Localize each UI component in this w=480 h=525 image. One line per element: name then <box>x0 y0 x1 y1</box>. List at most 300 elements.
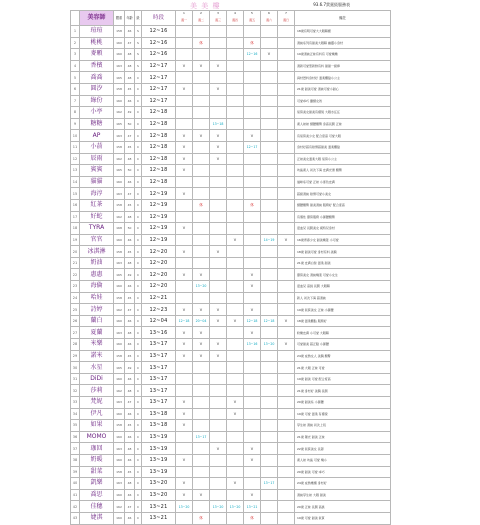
day-cell-4 <box>227 373 244 385</box>
day-cell-2 <box>193 176 210 188</box>
stylist-name: 官官 <box>80 234 114 246</box>
shift-hours: 12~17 <box>142 95 176 107</box>
day-cell-3 <box>210 188 227 200</box>
day-cell-5: 休 <box>244 199 261 211</box>
day-cell-6 <box>261 118 278 130</box>
day-cell-2 <box>193 211 210 223</box>
row-col-b: 48 <box>125 211 135 223</box>
day-cell-4 <box>227 304 244 316</box>
row-col-c: C <box>135 501 142 513</box>
row-remark: 可愛甜美 超正點 小蠻腰 <box>295 339 391 351</box>
day-cell-1 <box>176 49 193 61</box>
shift-hours: 13~17 <box>142 385 176 397</box>
stylist-name: 詩婷 <box>80 304 114 316</box>
day-cell-2: V <box>193 350 210 362</box>
row-col-a: 160 <box>114 512 125 524</box>
header-day-7: 7 週日 <box>278 11 295 26</box>
day-cell-1: 13~20 <box>176 501 193 513</box>
row-col-c: C <box>135 420 142 432</box>
row-col-b: 46 <box>125 26 135 38</box>
row-col-c: C <box>135 83 142 95</box>
row-col-c: C <box>135 466 142 478</box>
day-cell-6 <box>261 362 278 374</box>
day-cell-1 <box>176 257 193 269</box>
shift-hours: 12~18 <box>142 165 176 177</box>
day-cell-2 <box>193 153 210 165</box>
day-cell-2: 休 <box>193 37 210 49</box>
row-col-c: C <box>135 176 142 188</box>
row-col-a: 160 <box>114 281 125 293</box>
day-cell-4 <box>227 188 244 200</box>
row-col-c: C <box>135 118 142 130</box>
row-remark: 粉嫩皮膚 小可愛 大眼睛 <box>295 327 391 339</box>
day-cell-3 <box>210 72 227 84</box>
stylist-name: 海淳 <box>80 188 114 200</box>
row-index: 10 <box>71 130 80 142</box>
day-cell-7 <box>278 107 295 119</box>
day-cell-6 <box>261 408 278 420</box>
day-cell-6: V <box>261 49 278 61</box>
day-cell-3 <box>210 165 227 177</box>
day-cell-6 <box>261 292 278 304</box>
row-col-c: C <box>135 350 142 362</box>
header-c4: 級 <box>135 11 142 26</box>
row-col-b: 50 <box>125 223 135 235</box>
day-cell-2 <box>193 72 210 84</box>
day-cell-7 <box>278 385 295 397</box>
day-cell-5 <box>244 223 261 235</box>
day-cell-7 <box>278 49 295 61</box>
row-col-a: 160 <box>114 49 125 61</box>
day-cell-7 <box>278 60 295 72</box>
day-cell-5 <box>244 246 261 258</box>
day-cell-1: V <box>176 420 193 432</box>
row-index: 38 <box>71 454 80 466</box>
day-cell-6 <box>261 489 278 501</box>
day-cell-3: V <box>210 246 227 258</box>
row-col-c: C <box>135 188 142 200</box>
day-cell-4 <box>227 95 244 107</box>
row-remark: 19歲 甜美 可愛 配合度高 <box>295 373 391 385</box>
row-index: 23 <box>71 281 80 293</box>
shift-hours: 12~18 <box>142 141 176 153</box>
row-col-b: 48 <box>125 478 135 490</box>
shift-hours: 13~19 <box>142 431 176 443</box>
shift-hours: 12~23 <box>142 304 176 316</box>
row-col-b: 46 <box>125 373 135 385</box>
row-col-a: 158 <box>114 141 125 153</box>
header-duration: 時段 <box>142 11 176 26</box>
day-cell-1 <box>176 431 193 443</box>
shift-hours: 12~20 <box>142 281 176 293</box>
day-cell-5: 12~17 <box>244 141 261 153</box>
row-index: 24 <box>71 292 80 304</box>
day-cell-3 <box>210 292 227 304</box>
day-cell-2 <box>193 246 210 258</box>
row-remark: 19歲 可愛 溫柔 有禮貌 <box>295 408 391 420</box>
table-row <box>71 454 391 466</box>
row-remark: 素人妹 幼齒 可愛 嬌小 <box>295 454 391 466</box>
row-col-b: 46 <box>125 454 135 466</box>
day-cell-5 <box>244 408 261 420</box>
table-row <box>71 153 391 165</box>
row-col-a: 165 <box>114 118 125 130</box>
day-cell-2 <box>193 234 210 246</box>
stylist-name: 小亭 <box>80 107 114 119</box>
day-cell-6 <box>261 454 278 466</box>
day-cell-4 <box>227 37 244 49</box>
row-remark: 16歲青春少女 甜美嬌羞 小可愛 <box>295 234 391 246</box>
row-col-b: 48 <box>125 49 135 61</box>
day-cell-7 <box>278 211 295 223</box>
stylist-name: 海倫 <box>80 281 114 293</box>
day-cell-1 <box>176 234 193 246</box>
table-row <box>71 49 391 61</box>
shift-hours: 12~19 <box>142 234 176 246</box>
shift-hours: 12~19 <box>142 223 176 235</box>
stylist-name: 香檳 <box>80 60 114 72</box>
row-remark: 18歲有明可愛大大眼睛細 <box>295 26 391 38</box>
header-day-6: 6 週六 <box>261 11 278 26</box>
table-row <box>71 95 391 107</box>
row-index: 15 <box>71 188 80 200</box>
row-index: 25 <box>71 304 80 316</box>
header-name: 美容師 <box>80 11 114 26</box>
day-cell-7 <box>278 83 295 95</box>
day-cell-4: 13~20 <box>227 501 244 513</box>
row-remark: 19歲 氣質美女 正妹 小蠻腰 <box>295 304 391 316</box>
day-cell-7 <box>278 141 295 153</box>
header-c3: 年齡 <box>125 11 135 26</box>
shift-hours: 12~18 <box>142 176 176 188</box>
stylist-name: 小葥 <box>80 141 114 153</box>
stylist-name: 好蛇 <box>80 211 114 223</box>
shift-hours: 13~21 <box>142 501 176 513</box>
day-cell-2 <box>193 443 210 455</box>
day-cell-3 <box>210 420 227 432</box>
table-row <box>71 176 391 188</box>
day-cell-7 <box>278 188 295 200</box>
row-col-c: C <box>135 443 142 455</box>
day-cell-1: V <box>176 397 193 409</box>
day-cell-2: V <box>193 304 210 316</box>
row-col-b: 49 <box>125 107 135 119</box>
row-col-b: 46 <box>125 408 135 420</box>
day-cell-6 <box>261 60 278 72</box>
day-cell-6 <box>261 153 278 165</box>
table-row <box>71 211 391 223</box>
day-cell-3 <box>210 362 227 374</box>
row-col-b: 47 <box>125 37 135 49</box>
row-col-c: C <box>135 431 142 443</box>
day-cell-5 <box>244 72 261 84</box>
day-cell-2: V <box>193 269 210 281</box>
shift-hours: 13~20 <box>142 489 176 501</box>
shift-hours: 12~19 <box>142 188 176 200</box>
day-cell-2 <box>193 362 210 374</box>
day-cell-1: V <box>176 304 193 316</box>
row-index: 14 <box>71 176 80 188</box>
day-cell-1 <box>176 292 193 304</box>
table-row <box>71 397 391 409</box>
row-remark: 清新可愛型新鮮有料 甜甜一級棒 <box>295 60 391 72</box>
day-cell-5: V <box>244 489 261 501</box>
day-cell-3 <box>210 408 227 420</box>
day-cell-5: 13~21 <box>244 501 261 513</box>
row-index: 2 <box>71 37 80 49</box>
row-remark: 超級清純 熱情可愛小美女 <box>295 188 391 200</box>
shift-hours: 12~20 <box>142 246 176 258</box>
day-cell-7 <box>278 489 295 501</box>
day-cell-6 <box>261 37 278 49</box>
day-cell-7 <box>278 199 295 211</box>
row-index: 39 <box>71 466 80 478</box>
day-cell-4 <box>227 281 244 293</box>
row-col-c: C <box>135 223 142 235</box>
day-cell-7 <box>278 118 295 130</box>
row-col-a: 160 <box>114 373 125 385</box>
day-cell-7 <box>278 431 295 443</box>
schedule-table <box>70 10 391 525</box>
row-col-a: 160 <box>114 95 125 107</box>
row-remark: 20歲 甜美 可愛 乖巧 <box>295 466 391 478</box>
day-cell-6: 13~20 <box>261 339 278 351</box>
table-row <box>71 37 391 49</box>
row-col-a: 165 <box>114 165 125 177</box>
row-col-b: 46 <box>125 234 135 246</box>
day-cell-1: V <box>176 327 193 339</box>
day-cell-5 <box>244 165 261 177</box>
stylist-name: 糖糖 <box>80 118 114 130</box>
shift-hours: 12~18 <box>142 107 176 119</box>
day-cell-3 <box>210 269 227 281</box>
shift-hours: 12~20 <box>142 257 176 269</box>
day-cell-5 <box>244 466 261 478</box>
day-cell-6 <box>261 327 278 339</box>
shift-hours: 12~16 <box>142 37 176 49</box>
row-index: 32 <box>71 385 80 397</box>
day-cell-5 <box>244 107 261 119</box>
day-cell-2 <box>193 26 210 38</box>
row-col-a: 158 <box>114 292 125 304</box>
day-cell-2 <box>193 95 210 107</box>
day-cell-6: 13~17 <box>261 478 278 490</box>
row-col-a: 163 <box>114 443 125 455</box>
row-remark: 可愛乖巧 纖細女孩 <box>295 95 391 107</box>
shift-hours: 13~16 <box>142 327 176 339</box>
day-cell-2 <box>193 385 210 397</box>
table-row <box>71 350 391 362</box>
day-cell-2 <box>193 373 210 385</box>
day-cell-7 <box>278 223 295 235</box>
day-cell-4 <box>227 211 244 223</box>
day-cell-2 <box>193 478 210 490</box>
row-col-a: 163 <box>114 257 125 269</box>
row-col-c: C <box>135 211 142 223</box>
row-remark: 有個性 優質服務 小蠻腰翹臀 <box>295 211 391 223</box>
day-cell-3 <box>210 397 227 409</box>
day-cell-4 <box>227 339 244 351</box>
day-cell-2 <box>193 408 210 420</box>
day-cell-3 <box>210 234 227 246</box>
day-cell-5: 休 <box>244 37 261 49</box>
stylist-name: 哈娃 <box>80 292 114 304</box>
day-cell-3 <box>210 431 227 443</box>
row-remark: 19歲清純正妹有料有 可愛嬌嫩 <box>295 49 391 61</box>
table-row <box>71 188 391 200</box>
day-cell-3 <box>210 327 227 339</box>
row-index: 34 <box>71 408 80 420</box>
day-cell-7: V <box>278 234 295 246</box>
stylist-name: AP <box>80 130 114 142</box>
day-cell-1 <box>176 107 193 119</box>
row-col-b: 46 <box>125 512 135 524</box>
shift-hours: 13~17 <box>142 397 176 409</box>
day-cell-4 <box>227 431 244 443</box>
row-col-c: C <box>135 512 142 524</box>
row-col-b: 47 <box>125 188 135 200</box>
day-cell-4: V <box>227 478 244 490</box>
day-cell-2 <box>193 292 210 304</box>
row-col-c: C <box>135 327 142 339</box>
shift-hours: 13~17 <box>142 362 176 374</box>
day-cell-3 <box>210 223 227 235</box>
row-remark: 新人 初次下海 超清純 <box>295 292 391 304</box>
day-cell-3 <box>210 466 227 478</box>
day-cell-3 <box>210 211 227 223</box>
day-cell-3: V <box>210 443 227 455</box>
day-cell-2 <box>193 188 210 200</box>
row-remark: 身材好超有熱情超甜美 溫柔體貼 <box>295 141 391 153</box>
day-cell-6 <box>261 246 278 258</box>
header-idx <box>71 11 80 26</box>
day-cell-7 <box>278 420 295 432</box>
row-col-c: C <box>135 408 142 420</box>
day-cell-5: 13~16 <box>244 339 261 351</box>
date-note: 93.6.7貴賓級服務表 <box>313 2 350 7</box>
day-cell-5 <box>244 431 261 443</box>
row-col-a: 162 <box>114 153 125 165</box>
stylist-name: 賓賓 <box>80 165 114 177</box>
stylist-name: 甜菜 <box>80 466 114 478</box>
day-cell-3: V <box>210 60 227 72</box>
stylist-name: 辰雨 <box>80 153 114 165</box>
table-row <box>71 489 391 501</box>
sheet-title: 美 美 樓 <box>190 2 221 10</box>
day-cell-2 <box>193 118 210 130</box>
row-remark: 24歲 成熟女人 美胸 翹臀 <box>295 350 391 362</box>
day-cell-6 <box>261 466 278 478</box>
row-col-a: 162 <box>114 304 125 316</box>
day-cell-7 <box>278 72 295 84</box>
shift-hours: 13~18 <box>142 408 176 420</box>
day-cell-3 <box>210 199 227 211</box>
day-cell-7 <box>278 292 295 304</box>
row-col-c: C <box>135 292 142 304</box>
row-col-a: 165 <box>114 269 125 281</box>
day-cell-7 <box>278 350 295 362</box>
day-cell-6 <box>261 431 278 443</box>
day-cell-1 <box>176 443 193 455</box>
day-cell-3 <box>210 373 227 385</box>
day-cell-1: V <box>176 246 193 258</box>
day-cell-5 <box>244 211 261 223</box>
day-cell-6 <box>261 130 278 142</box>
row-col-a: 158 <box>114 466 125 478</box>
row-col-a: 158 <box>114 420 125 432</box>
row-col-b: 45 <box>125 350 135 362</box>
day-cell-7 <box>278 153 295 165</box>
stylist-name: 喬喬 <box>80 72 114 84</box>
stylist-name: 水星 <box>80 362 114 374</box>
row-col-a: 168 <box>114 223 125 235</box>
table-row <box>71 466 391 478</box>
stylist-name: 婕淇 <box>80 512 114 524</box>
table-row <box>71 315 391 327</box>
day-cell-6 <box>261 141 278 153</box>
row-index: 17 <box>71 211 80 223</box>
day-cell-4 <box>227 141 244 153</box>
header-day-3: 3 週三 <box>210 11 227 26</box>
row-col-b: 49 <box>125 269 135 281</box>
row-col-b: 47 <box>125 501 135 513</box>
row-index: 18 <box>71 223 80 235</box>
row-index: 22 <box>71 269 80 281</box>
stylist-name: 莎莉 <box>80 385 114 397</box>
row-col-c: C <box>135 234 142 246</box>
day-cell-7 <box>278 501 295 513</box>
day-cell-2: 休 <box>193 199 210 211</box>
day-cell-4: V <box>227 408 244 420</box>
row-col-c: C <box>135 141 142 153</box>
row-remark: 素人妹妹 細腰翹臀 身高長腿 正妹 <box>295 118 391 130</box>
row-remark: 優質美女 清純嬌羞 可愛小女生 <box>295 269 391 281</box>
row-col-b: 50 <box>125 165 135 177</box>
day-cell-1: V <box>176 130 193 142</box>
day-cell-6 <box>261 211 278 223</box>
row-col-a: 163 <box>114 60 125 72</box>
row-col-b: 48 <box>125 443 135 455</box>
row-col-a: 162 <box>114 385 125 397</box>
day-cell-5: V <box>244 443 261 455</box>
shift-hours: 13~19 <box>142 454 176 466</box>
row-col-a: 163 <box>114 327 125 339</box>
stylist-name: 如果 <box>80 420 114 432</box>
row-col-c: C <box>135 362 142 374</box>
day-cell-3: V <box>210 350 227 362</box>
row-col-c: C <box>135 107 142 119</box>
table-row <box>71 304 391 316</box>
row-index: 6 <box>71 83 80 95</box>
day-cell-5 <box>244 176 261 188</box>
shift-hours: 12~20 <box>142 269 176 281</box>
day-cell-6 <box>261 188 278 200</box>
day-cell-4 <box>227 49 244 61</box>
day-cell-6 <box>261 501 278 513</box>
table-row <box>71 223 391 235</box>
day-cell-4 <box>227 223 244 235</box>
day-cell-4 <box>227 107 244 119</box>
row-col-b: 48 <box>125 385 135 397</box>
day-cell-3: V <box>210 153 227 165</box>
day-cell-1 <box>176 362 193 374</box>
day-cell-2 <box>193 501 210 513</box>
day-cell-5 <box>244 234 261 246</box>
row-col-c: C <box>135 153 142 165</box>
row-remark: 清純系列有甜美大眼睛 幽靈小身材 <box>295 37 391 49</box>
day-cell-5: V <box>244 454 261 466</box>
day-cell-5 <box>244 292 261 304</box>
